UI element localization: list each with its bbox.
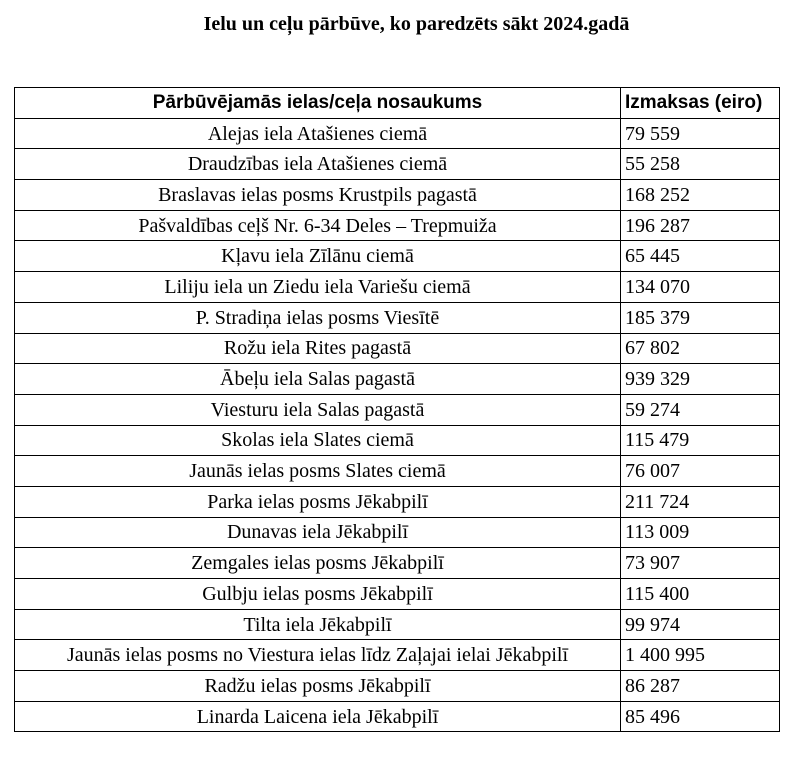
road-cost-cell: 86 287 bbox=[621, 671, 780, 702]
road-name-cell: Viesturu iela Salas pagastā bbox=[15, 394, 621, 425]
road-name-cell: Pašvaldības ceļš Nr. 6-34 Deles – Trepmuiža bbox=[15, 210, 621, 241]
road-cost-cell: 1 400 995 bbox=[621, 640, 780, 671]
road-name-cell: Zemgales ielas posms Jēkabpilī bbox=[15, 548, 621, 579]
road-name-cell: Liliju iela un Ziedu iela Variešu ciemā bbox=[15, 272, 621, 303]
road-cost-cell: 211 724 bbox=[621, 486, 780, 517]
table-row bbox=[15, 671, 780, 702]
table-row bbox=[15, 149, 780, 180]
road-cost-cell: 134 070 bbox=[621, 272, 780, 303]
road-cost-cell: 65 445 bbox=[621, 241, 780, 272]
table-row bbox=[15, 579, 780, 610]
road-cost-cell: 67 802 bbox=[621, 333, 780, 364]
table-row bbox=[15, 272, 780, 303]
road-cost-cell: 99 974 bbox=[621, 609, 780, 640]
table-row bbox=[15, 118, 780, 149]
road-cost-cell: 55 258 bbox=[621, 149, 780, 180]
road-name-cell: Dunavas iela Jēkabpilī bbox=[15, 517, 621, 548]
road-cost-cell: 76 007 bbox=[621, 456, 780, 487]
road-name-cell: Jaunās ielas posms Slates ciemā bbox=[15, 456, 621, 487]
road-cost-cell: 113 009 bbox=[621, 517, 780, 548]
road-cost-cell: 73 907 bbox=[621, 548, 780, 579]
road-name-cell: Ābeļu iela Salas pagastā bbox=[15, 364, 621, 395]
road-cost-cell: 196 287 bbox=[621, 210, 780, 241]
road-name-cell: Parka ielas posms Jēkabpilī bbox=[15, 486, 621, 517]
road-reconstruction-table bbox=[14, 87, 780, 732]
road-cost-cell: 59 274 bbox=[621, 394, 780, 425]
road-cost-cell: 115 479 bbox=[621, 425, 780, 456]
table-row bbox=[15, 517, 780, 548]
road-name-cell: Braslavas ielas posms Krustpils pagastā bbox=[15, 180, 621, 211]
table-row bbox=[15, 210, 780, 241]
table-row bbox=[15, 302, 780, 333]
road-name-cell: Draudzības iela Atašienes ciemā bbox=[15, 149, 621, 180]
table-row bbox=[15, 609, 780, 640]
column-header-cost: Izmaksas (eiro) bbox=[621, 88, 780, 119]
road-cost-cell: 79 559 bbox=[621, 118, 780, 149]
table-row bbox=[15, 425, 780, 456]
table-row bbox=[15, 241, 780, 272]
table-row bbox=[15, 548, 780, 579]
road-name-cell: Rožu iela Rites pagastā bbox=[15, 333, 621, 364]
road-name-cell: Tilta iela Jēkabpilī bbox=[15, 609, 621, 640]
table-row bbox=[15, 701, 780, 732]
document-title: Ielu un ceļu pārbūve, ko paredzēts sākt 2024.gadā bbox=[203, 13, 630, 35]
road-name-cell: Alejas iela Atašienes ciemā bbox=[15, 118, 621, 149]
table-row bbox=[15, 486, 780, 517]
road-cost-cell: 185 379 bbox=[621, 302, 780, 333]
road-cost-cell: 115 400 bbox=[621, 579, 780, 610]
table-row bbox=[15, 456, 780, 487]
table-row bbox=[15, 364, 780, 395]
road-name-cell: Kļavu iela Zīlānu ciemā bbox=[15, 241, 621, 272]
column-header-name: Pārbūvējamās ielas/ceļa nosaukums bbox=[15, 88, 621, 119]
road-name-cell: Jaunās ielas posms no Viestura ielas līdz Zaļajai ielai Jēkabpilī bbox=[15, 640, 621, 671]
road-cost-cell: 168 252 bbox=[621, 180, 780, 211]
road-name-cell: P. Stradiņa ielas posms Viesītē bbox=[15, 302, 621, 333]
road-name-cell: Radžu ielas posms Jēkabpilī bbox=[15, 671, 621, 702]
road-cost-cell: 85 496 bbox=[621, 701, 780, 732]
table-header-row bbox=[15, 88, 780, 119]
table-row bbox=[15, 180, 780, 211]
table-row bbox=[15, 394, 780, 425]
table-row bbox=[15, 640, 780, 671]
road-name-cell: Gulbju ielas posms Jēkabpilī bbox=[15, 579, 621, 610]
table-row bbox=[15, 333, 780, 364]
road-name-cell: Linarda Laicena iela Jēkabpilī bbox=[15, 701, 621, 732]
road-cost-cell: 939 329 bbox=[621, 364, 780, 395]
road-name-cell: Skolas iela Slates ciemā bbox=[15, 425, 621, 456]
